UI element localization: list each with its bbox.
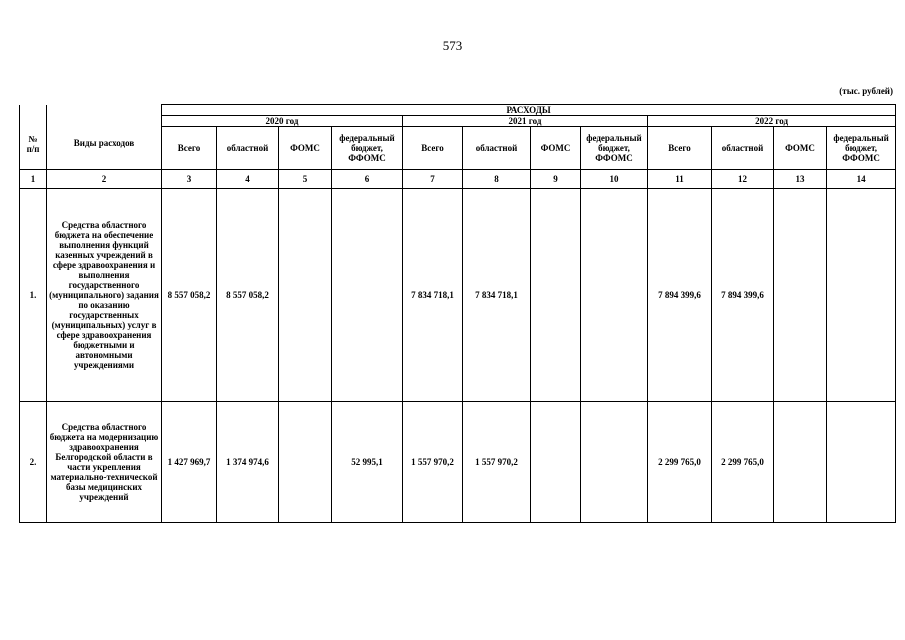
expenses-table <box>19 104 896 523</box>
sub-header-foms: ФОМС <box>531 127 581 170</box>
cell-foms-2020 <box>279 189 332 402</box>
table-row <box>20 402 896 523</box>
cell-federal-2020 <box>332 189 403 402</box>
sub-header-foms: ФОМС <box>279 127 332 170</box>
column-number: 1 <box>20 170 47 189</box>
cell-federal-2022 <box>827 402 896 523</box>
sub-header-regional: областной <box>463 127 531 170</box>
cell-federal-2022 <box>827 189 896 402</box>
header-type-cell <box>47 105 162 170</box>
cell-total-2022: 7 894 399,6 <box>648 189 712 402</box>
row-number: 2. <box>20 402 47 523</box>
column-number: 6 <box>332 170 403 189</box>
sub-header-federal: федеральный бюджет, ФФОМС <box>581 127 648 170</box>
column-number: 13 <box>774 170 827 189</box>
cell-regional-2022: 7 894 399,6 <box>712 189 774 402</box>
column-number: 10 <box>581 170 648 189</box>
column-number: 9 <box>531 170 581 189</box>
page-number: 573 <box>442 38 463 53</box>
cell-foms-2022 <box>774 189 827 402</box>
sub-header-federal: федеральный бюджет, ФФОМС <box>332 127 403 170</box>
cell-foms-2022 <box>774 402 827 523</box>
year-header-2022: 2022 год <box>648 116 896 127</box>
row-number: 1. <box>20 189 47 402</box>
column-number: 12 <box>712 170 774 189</box>
year-header-2021: 2021 год <box>403 116 648 127</box>
column-number: 4 <box>217 170 279 189</box>
cell-total-2021: 7 834 718,1 <box>403 189 463 402</box>
sub-header-total: Всего <box>648 127 712 170</box>
header-type-label: Виды расходов <box>73 138 135 148</box>
column-number: 8 <box>463 170 531 189</box>
expenses-header: РАСХОДЫ <box>162 105 896 116</box>
cell-total-2020: 1 427 969,7 <box>162 402 217 523</box>
sub-header-foms: ФОМС <box>774 127 827 170</box>
cell-federal-2021 <box>581 189 648 402</box>
cell-regional-2020: 1 374 974,6 <box>217 402 279 523</box>
sub-header-federal: федеральный бюджет, ФФОМС <box>827 127 896 170</box>
column-number: 2 <box>47 170 162 189</box>
column-number: 7 <box>403 170 463 189</box>
row-description: Средства областного бюджета на модернизацию здравоохранения Белгородской области в части укрепления материально-технической базы медицинских учреждений <box>47 402 162 523</box>
column-number: 11 <box>648 170 712 189</box>
header-num-label: № п/п <box>26 134 40 154</box>
cell-regional-2021: 7 834 718,1 <box>463 189 531 402</box>
sub-header-regional: областной <box>217 127 279 170</box>
cell-regional-2022: 2 299 765,0 <box>712 402 774 523</box>
cell-total-2022: 2 299 765,0 <box>648 402 712 523</box>
column-number: 14 <box>827 170 896 189</box>
cell-federal-2020: 52 995,1 <box>332 402 403 523</box>
cell-total-2020: 8 557 058,2 <box>162 189 217 402</box>
table-row <box>20 189 896 402</box>
cell-foms-2021 <box>531 402 581 523</box>
cell-federal-2021 <box>581 402 648 523</box>
sub-header-total: Всего <box>162 127 217 170</box>
column-number: 3 <box>162 170 217 189</box>
units-note: (тыс. рублей) <box>839 86 893 96</box>
cell-total-2021: 1 557 970,2 <box>403 402 463 523</box>
cell-regional-2021: 1 557 970,2 <box>463 402 531 523</box>
cell-regional-2020: 8 557 058,2 <box>217 189 279 402</box>
cell-foms-2020 <box>279 402 332 523</box>
sub-header-regional: областной <box>712 127 774 170</box>
year-header-2020: 2020 год <box>162 116 403 127</box>
cell-foms-2021 <box>531 189 581 402</box>
row-description: Средства областного бюджета на обеспечение выполнения функций казенных учреждений в сфере здравоохранения и выполнения государственного (муниципального) задания по оказанию государственных (муниципальных) услуг в сфере здравоохранения бюджетными и автономными учреждениями <box>47 189 162 402</box>
column-number: 5 <box>279 170 332 189</box>
sub-header-total: Всего <box>403 127 463 170</box>
